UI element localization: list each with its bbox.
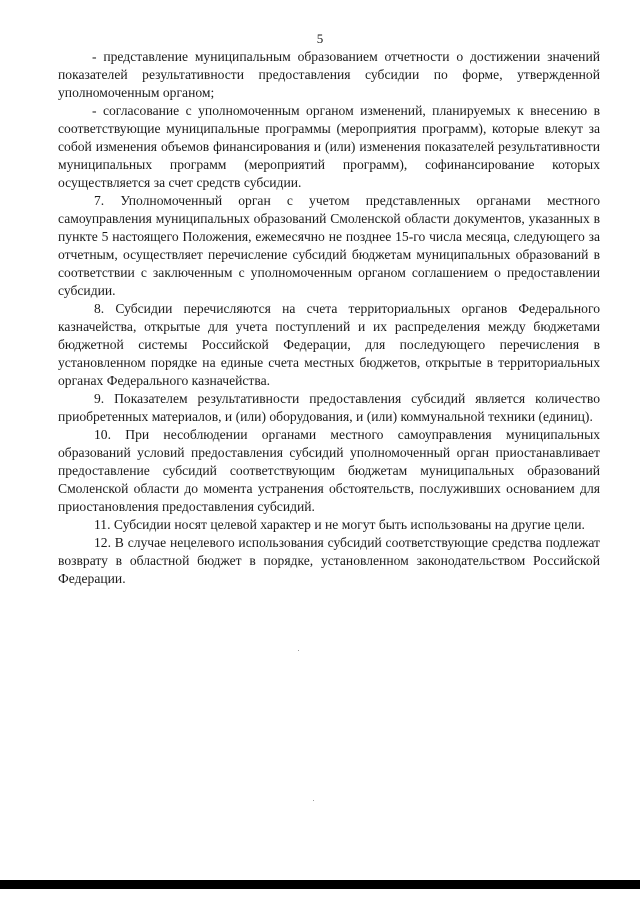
page-number: 5 bbox=[316, 31, 324, 46]
paragraph-7: 7. Уполномоченный орган с учетом представленных органами местного самоуправления муниципальных образований Смоленской области документов, указанных в пункте 5 настоящего Положения, ежемесячно не позднее 15-го числа месяца, следующего за отчетным, осуществляет перечисление субсидий бюджетам муниципальных образований в соответствии с заключенным с уполномоченным органом соглашением о предоставлении субсидии. bbox=[58, 193, 600, 298]
paragraph-10: 10. При несоблюдении органами местного самоуправления муниципальных образований условий предоставления субсидий уполномоченный орган приостанавливает предоставление субсидий соответствующим бюджетам муниципальных образований Смоленской области до момента устранения обстоятельств, послуживших основанием для приостановления предоставления субсидий. bbox=[58, 427, 600, 514]
paragraph-coordination: - согласование с уполномоченным органом изменений, планируемых к внесению в соответствующие муниципальные программы (мероприятия программ), которые влекут за собой изменения объемов финансирования и (или) изменения показателей результативности муниципальных программ (мероприятий программ), софинансирование которых осуществляется за счет средств субсидии. bbox=[58, 103, 600, 190]
paragraph-reporting: - представление муниципальным образованием отчетности о достижении значений показателей результативности предоставления субсидии по форме, утвержденной уполномоченным органом; bbox=[58, 49, 600, 100]
document-body bbox=[58, 48, 600, 588]
paragraph-11: 11. Субсидии носят целевой характер и не могут быть использованы на другие цели. bbox=[94, 517, 585, 532]
paragraph-12: 12. В случае нецелевого использования субсидий соответствующие средства подлежат возврату в областной бюджет в порядке, установленном законодательством Российской Федерации. bbox=[58, 535, 600, 586]
scan-edge-bar bbox=[0, 880, 640, 889]
scan-speck bbox=[298, 650, 299, 651]
paragraph-9: 9. Показателем результативности предоставления субсидий является количество приобретенных материалов, и (или) оборудования, и (или) коммунальной техники (единиц). bbox=[58, 391, 600, 424]
paragraph-8: 8. Субсидии перечисляются на счета территориальных органов Федерального казначейства, открытые для учета поступлений и их распределения между бюджетами бюджетной системы Российской Федерации, для последующего перечисления в установленном порядке на единые счета местных бюджетов, открытые в территориальных органах Федерального казначейства. bbox=[58, 301, 600, 388]
scan-speck bbox=[313, 800, 314, 801]
